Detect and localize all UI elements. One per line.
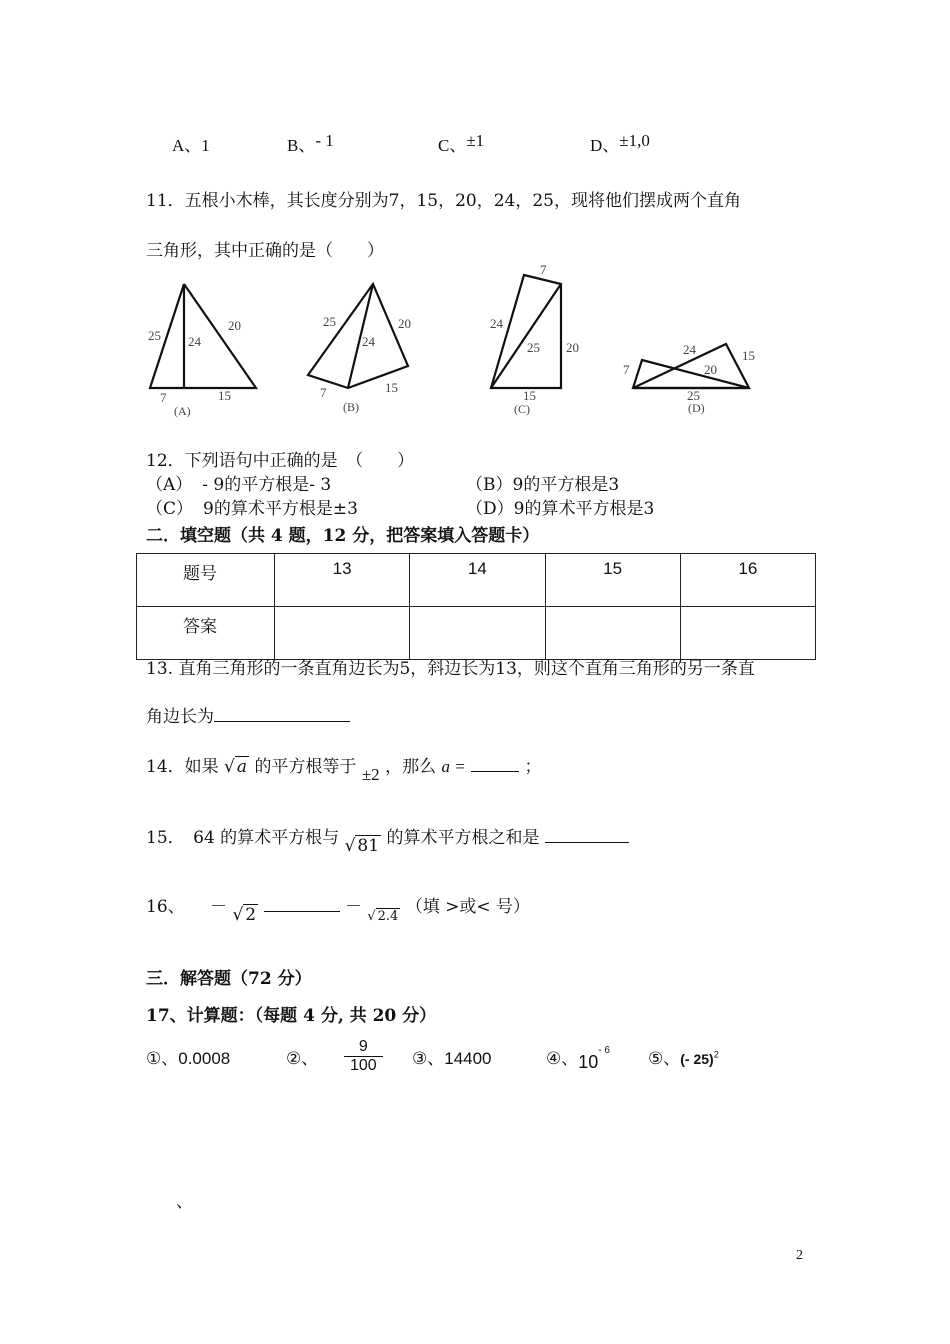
q17-title: 17、计算题：（每题 4 分, 共 20 分） [146, 1006, 437, 1026]
table-row [137, 607, 816, 660]
fig-a-label-25: 25 [148, 328, 161, 343]
q12-option-a: （A） - 9的平方根是- 3 [146, 475, 332, 495]
q14-answer-blank[interactable] [471, 753, 519, 772]
sqrt-2-4: √ 2.4 [367, 909, 399, 924]
answer-table [136, 553, 816, 660]
q12-option-d: （D）9的算术平方根是3 [466, 499, 655, 519]
fraction-9-100: $\frac{9}{100}$ [344, 1038, 383, 1075]
table-number-16: 16 [680, 554, 815, 607]
fig-b-label-24: 24 [362, 334, 375, 349]
q13-line1: 13. 直角三角形的一条直角边长为5，斜边长为13，则这个直角三角形的另一条直 [146, 659, 755, 679]
section2-title: 二．填空题（共 4 题，12 分，把答案填入答题卡） [146, 526, 540, 546]
answer-cell-14[interactable] [410, 607, 545, 660]
sqrt-a: √ a [224, 757, 248, 777]
table-row [137, 554, 816, 607]
table-number-15: 15 [545, 554, 680, 607]
fig-a-label-24: 24 [188, 334, 201, 349]
table-number-13: 13 [275, 554, 410, 607]
fig-a-caption: (A) [174, 404, 191, 418]
fig-b-label-20: 20 [398, 316, 411, 331]
q11-line2: 三角形，其中正确的是（ ） [146, 241, 384, 261]
stray-mark: 、 [176, 1192, 193, 1212]
fig-b-label-7: 7 [320, 385, 327, 400]
q15-answer-blank[interactable] [545, 824, 629, 843]
sqrt-2: √ 2 [232, 905, 257, 925]
option-a: A、1 [172, 136, 210, 155]
option-d: D、±1,0 [590, 131, 650, 155]
q13-answer-blank[interactable] [214, 703, 350, 722]
q16: 16、 － √ 2 － √ 2.4 （填 >或< 号） [146, 892, 530, 917]
q13-line2: 角边长为 [146, 702, 350, 727]
fig-d-label-24: 24 [683, 342, 696, 357]
section3-title: 三．解答题（72 分） [146, 969, 312, 989]
answer-cell-16[interactable] [680, 607, 815, 660]
q17-item-4: ④、$10^{- 6}$ [546, 1045, 610, 1072]
page-number: 2 [796, 1248, 803, 1263]
q16-answer-blank[interactable] [264, 893, 340, 912]
option-b: B、- 1 [287, 131, 334, 155]
table-number-14: 14 [410, 554, 545, 607]
fig-d-caption: (D) [688, 401, 705, 415]
fig-c-label-25: 25 [527, 340, 540, 355]
fig-d-label-7: 7 [623, 362, 630, 377]
q17-item-3: ③、14400 [412, 1049, 492, 1068]
fig-c-caption: (C) [514, 402, 530, 416]
fig-c-label-15: 15 [523, 388, 536, 403]
answer-cell-15[interactable] [545, 607, 680, 660]
fig-d-label-25: 25 [687, 388, 700, 403]
fig-c-label-20: 20 [566, 340, 579, 355]
fig-a-label-20: 20 [228, 318, 241, 333]
q17-item-1: ①、0.0008 [146, 1049, 231, 1068]
q12-option-b: （B）9的平方根是3 [466, 475, 620, 495]
q15: 15． 64 的算术平方根与 √ 81 的算术平方根之和是 [146, 823, 629, 848]
figure-d [623, 342, 755, 415]
fig-a-label-7: 7 [160, 390, 167, 405]
fig-b-caption: (B) [343, 400, 359, 414]
fig-d-label-20: 20 [704, 362, 717, 377]
q12-stem: 12．下列语句中正确的是 （ ） [146, 451, 415, 471]
fig-d-label-15: 15 [742, 348, 755, 363]
figure-b [308, 284, 411, 414]
figure-c [490, 262, 579, 416]
q17-item-2-label: ②、 [286, 1049, 319, 1068]
q11-line1: 11．五根小木棒，其长度分别为7，15，20，24，25，现将他们摆成两个直角 [146, 191, 741, 211]
q12-option-c: （C） 9的算术平方根是±3 [146, 499, 358, 519]
fig-c-label-7: 7 [540, 262, 547, 277]
q14: 14．如果 √ a 的平方根等于 ±2 ，那么 a = ； [146, 752, 542, 777]
fig-b-label-15: 15 [385, 380, 398, 395]
q17-item-5: ⑤、(- 25)$^2$ [648, 1049, 719, 1068]
fig-b-label-25: 25 [323, 314, 336, 329]
figure-a [148, 284, 256, 418]
answer-cell-13[interactable] [275, 607, 410, 660]
table-answer-label: 答案 [137, 607, 275, 660]
option-c: C、±1 [438, 131, 485, 155]
table-header-label: 题号 [137, 554, 275, 607]
fig-c-label-24: 24 [490, 316, 503, 331]
fig-a-label-15: 15 [218, 388, 231, 403]
sqrt-81: √ 81 [344, 836, 380, 856]
triangle-figures [140, 262, 780, 422]
